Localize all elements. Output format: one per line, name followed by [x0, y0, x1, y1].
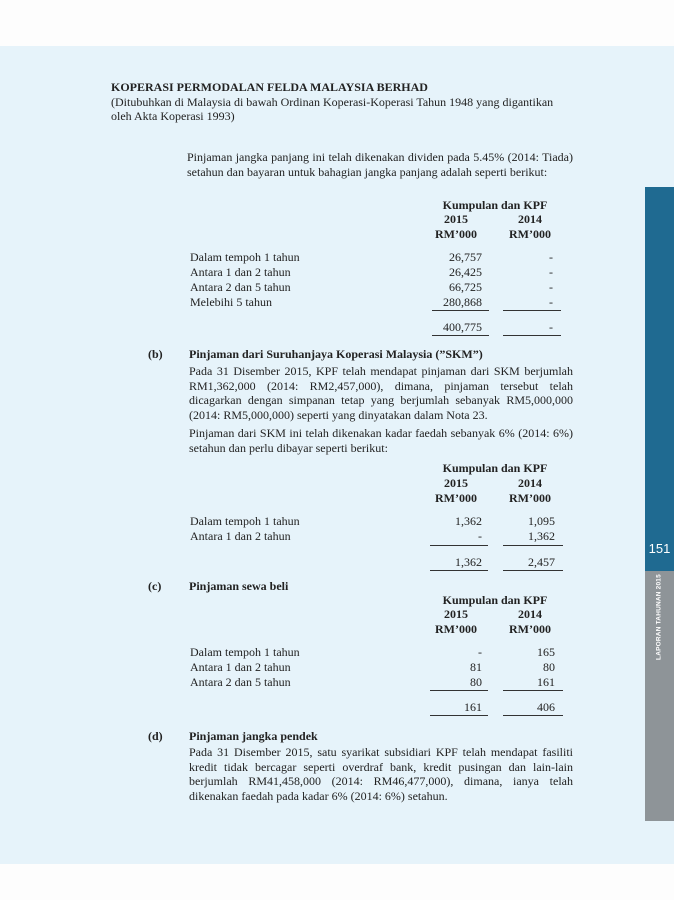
table-c-total-2015: 161	[464, 700, 482, 714]
table-b-row-label: Dalam tempoh 1 tahun	[190, 514, 300, 528]
table-b-row-value-2014: 1,095	[528, 514, 555, 528]
table-a-row-value-2014: -	[549, 280, 553, 294]
table-a-row-label: Antara 2 dan 5 tahun	[190, 280, 291, 294]
section-b-paragraph2: Pinjaman dari SKM ini telah dikenakan kadar faedah sebanyak 6% (2014: 6%) setahun dan perlu dibayar seperti berikut:	[189, 426, 573, 455]
table-a-row-value-2014: -	[549, 295, 553, 309]
table-c-row-value-2014: 161	[537, 675, 555, 689]
table-c-unit-2015: RM’000	[435, 622, 477, 636]
table-a-subtotal-rule-2015	[432, 310, 489, 311]
table-c-row-value-2014: 80	[543, 660, 555, 674]
table-b-row-value-2015: 1,362	[455, 514, 482, 528]
table-a-row-value-2014: -	[549, 265, 553, 279]
table-c-row-label: Antara 2 dan 5 tahun	[190, 675, 291, 689]
table-a-total-2014: -	[549, 320, 553, 334]
table-a-year-2014: 2014	[518, 212, 542, 226]
table-b-row-label: Antara 1 dan 2 tahun	[190, 529, 291, 543]
table-a-row-value-2014: -	[549, 250, 553, 264]
table-b-total-2015: 1,362	[455, 555, 482, 569]
table-c-year-2015: 2015	[444, 607, 468, 621]
company-subtitle-line1: (Ditubuhkan di Malaysia di bawah Ordinan Koperasi-Koperasi Tahun 1948 yang digantikan	[111, 95, 554, 109]
table-c-subtotal-rule-2014	[503, 690, 563, 691]
table-a-row-value-2015: 26,757	[449, 250, 482, 264]
table-b-group-header: Kumpulan dan KPF	[442, 461, 548, 475]
table-c-total-2014: 406	[537, 700, 555, 714]
table-a-total-2015: 400,775	[443, 320, 482, 334]
table-c-total-rule-2014	[503, 715, 563, 716]
section-c-heading: Pinjaman sewa beli	[189, 579, 289, 593]
intro-paragraph: Pinjaman jangka panjang ini telah dikenakan dividen pada 5.45% (2014: Tiada) setahun dan bayaran untuk bahagian jangka panjang adalah seperti berikut:	[187, 150, 573, 179]
table-b-total-rule-2014	[503, 570, 563, 571]
table-b-unit-2015: RM’000	[435, 491, 477, 505]
section-d-heading: Pinjaman jangka pendek	[189, 729, 318, 743]
section-d-paragraph: Pada 31 Disember 2015, satu syarikat subsidiari KPF telah mendapat fasiliti kredit tidak bercagar seperti overdraf bank, kredit pusingan dan lain-lain berjumlah RM41,458,000 (2014: RM46,477,000), dimana, ianya telah dikenakan faedah pada kadar 6% (2014: 6%) setahun.	[189, 745, 573, 803]
table-c-row-label: Antara 1 dan 2 tahun	[190, 660, 291, 674]
table-b-row-value-2014: 1,362	[528, 529, 555, 543]
table-a-year-2015: 2015	[444, 212, 468, 226]
table-a-unit-2015: RM’000	[435, 227, 477, 241]
section-d-label: (d)	[148, 729, 163, 743]
table-c-subtotal-rule-2015	[430, 690, 488, 691]
table-c-row-value-2014: 165	[537, 645, 555, 659]
section-c-label: (c)	[148, 579, 162, 593]
table-a-row-label: Melebihi 5 tahun	[190, 295, 272, 309]
table-a-total-rule-2015	[432, 335, 489, 336]
table-b-year-2014: 2014	[518, 476, 542, 490]
table-c-year-2014: 2014	[518, 607, 542, 621]
section-b-label: (b)	[148, 347, 163, 361]
table-c-row-label: Dalam tempoh 1 tahun	[190, 645, 300, 659]
page-number: 151	[648, 541, 671, 556]
company-title: KOPERASI PERMODALAN FELDA MALAYSIA BERHAD	[111, 80, 428, 94]
table-a-row-value-2015: 66,725	[449, 280, 482, 294]
table-a-unit-2014: RM’000	[509, 227, 551, 241]
company-subtitle-line2: oleh Akta Koperasi 1993)	[111, 109, 235, 123]
table-b-total-2014: 2,457	[528, 555, 555, 569]
table-a-row-label: Dalam tempoh 1 tahun	[190, 250, 300, 264]
table-c-unit-2014: RM’000	[509, 622, 551, 636]
report-vertical-label: LAPORAN TAHUNAN 2015	[655, 574, 663, 660]
table-c-total-rule-2015	[430, 715, 488, 716]
table-a-row-value-2015: 26,425	[449, 265, 482, 279]
table-b-row-value-2015: -	[478, 529, 482, 543]
table-c-row-value-2015: 81	[470, 660, 482, 674]
table-b-subtotal-rule-2015	[430, 545, 488, 546]
table-b-year-2015: 2015	[444, 476, 468, 490]
table-c-group-header: Kumpulan dan KPF	[442, 593, 548, 607]
table-b-subtotal-rule-2014	[503, 545, 563, 546]
table-a-subtotal-rule-2014	[503, 310, 561, 311]
table-b-unit-2014: RM’000	[509, 491, 551, 505]
table-a-row-value-2015: 280,868	[443, 295, 482, 309]
table-c-row-value-2015: -	[478, 645, 482, 659]
table-b-total-rule-2015	[430, 570, 488, 571]
table-a-row-label: Antara 1 dan 2 tahun	[190, 265, 291, 279]
section-b-heading: Pinjaman dari Suruhanjaya Koperasi Malaysia (”SKM”)	[189, 347, 483, 361]
table-c-row-value-2015: 80	[470, 675, 482, 689]
section-b-paragraph1: Pada 31 Disember 2015, KPF telah mendapat pinjaman dari SKM berjumlah RM1,362,000 (2014: RM2,457,000), dimana, pinjaman tersebut telah dicagarkan dengan simpanan tetap yang berjumlah sebanyak RM5,000,000 (2014: RM5,000,000) seperti yang dinyatakan dalam Nota 23.	[189, 364, 573, 422]
table-a-total-rule-2014	[503, 335, 561, 336]
table-a-group-header: Kumpulan dan KPF	[442, 198, 548, 212]
sidebar-tab	[645, 187, 674, 571]
